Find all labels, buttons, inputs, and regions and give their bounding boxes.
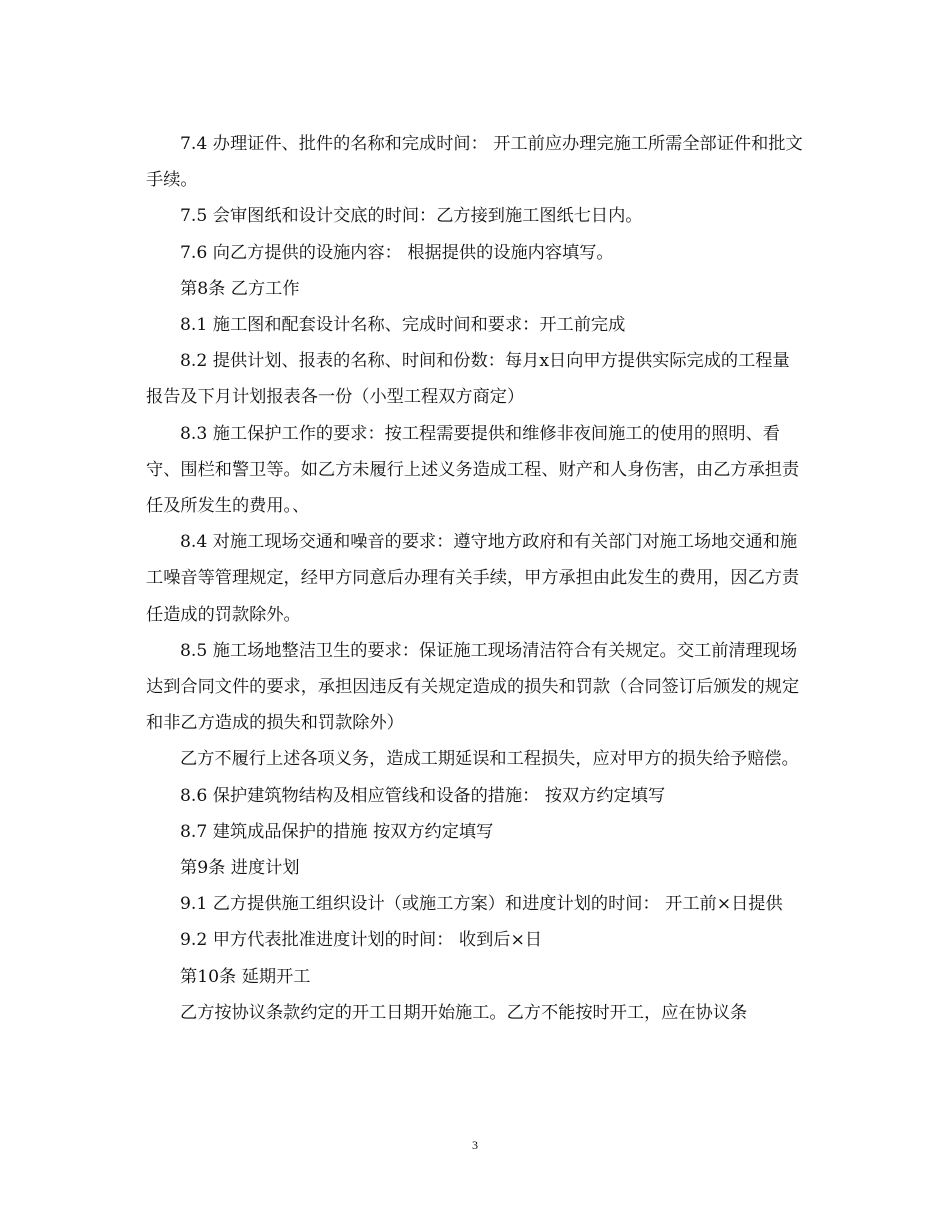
- clause-8-3: 8.3 施工保护工作的要求：按工程需要提供和维修非夜间施工的使用的照明、看守、围栏和警卫等。如乙方未履行上述义务造成工程、财产和人身伤害，由乙方承担责任及所发生的费用。、: [146, 423, 800, 517]
- document-body: [146, 126, 806, 1031]
- clause-8-7: 8.7 建筑成品保护的措施 按双方约定填写: [180, 821, 494, 842]
- article-9-heading: 第9条 进度计划: [180, 858, 300, 879]
- clause-8-4: 8.4 对施工现场交通和噪音的要求：遵守地方政府和有关部门对施工场地交通和施工噪音等管理规定，经甲方同意后办理有关手续，甲方承担由此发生的费用，因乙方责任造成的罚款除外。: [146, 532, 800, 625]
- clause-7-6: 7.6 向乙方提供的设施内容： 根据提供的设施内容填写。: [180, 242, 614, 263]
- article-8-heading: 第8条 乙方工作: [180, 278, 300, 299]
- obligation-paragraph: 乙方不履行上述各项义务，造成工期延误和工程损失，应对甲方的损失给予赔偿。: [180, 749, 799, 770]
- clause-9-1: 9.1 乙方提供施工组织设计（或施工方案）和进度计划的时间： 开工前×日提供: [180, 894, 783, 915]
- clause-7-4: 7.4 办理证件、批件的名称和完成时间： 开工前应办理完施工所需全部证件和批文手续。: [146, 134, 803, 191]
- clause-7-5: 7.5 会审图纸和设计交底的时间：乙方接到施工图纸七日内。: [180, 206, 643, 227]
- clause-8-2: 8.2 提供计划、报表的名称、时间和份数：每月x日向甲方提供实际完成的工程量报告及下月计划报表各一份（小型工程双方商定）: [146, 351, 790, 408]
- page-number: 3: [472, 1138, 478, 1152]
- clause-9-2: 9.2 甲方代表批准进度计划的时间： 收到后×日: [180, 930, 543, 951]
- article-10-heading: 第10条 延期开工: [180, 966, 311, 987]
- article-10-paragraph: 乙方按协议条款约定的开工日期开始施工。乙方不能按时开工，应在协议条: [180, 1002, 748, 1023]
- clause-8-1: 8.1 施工图和配套设计名称、完成时间和要求：开工前完成: [180, 315, 626, 336]
- clause-8-6: 8.6 保护建筑物结构及相应管线和设备的措施： 按双方约定填写: [180, 785, 666, 806]
- clause-8-5: 8.5 施工场地整洁卫生的要求：保证施工现场清洁符合有关规定。交工前清理现场达到合同文件的要求，承担因违反有关规定造成的损失和罚款（合同签订后颁发的规定和非乙方造成的损失和罚款除外）: [146, 640, 800, 734]
